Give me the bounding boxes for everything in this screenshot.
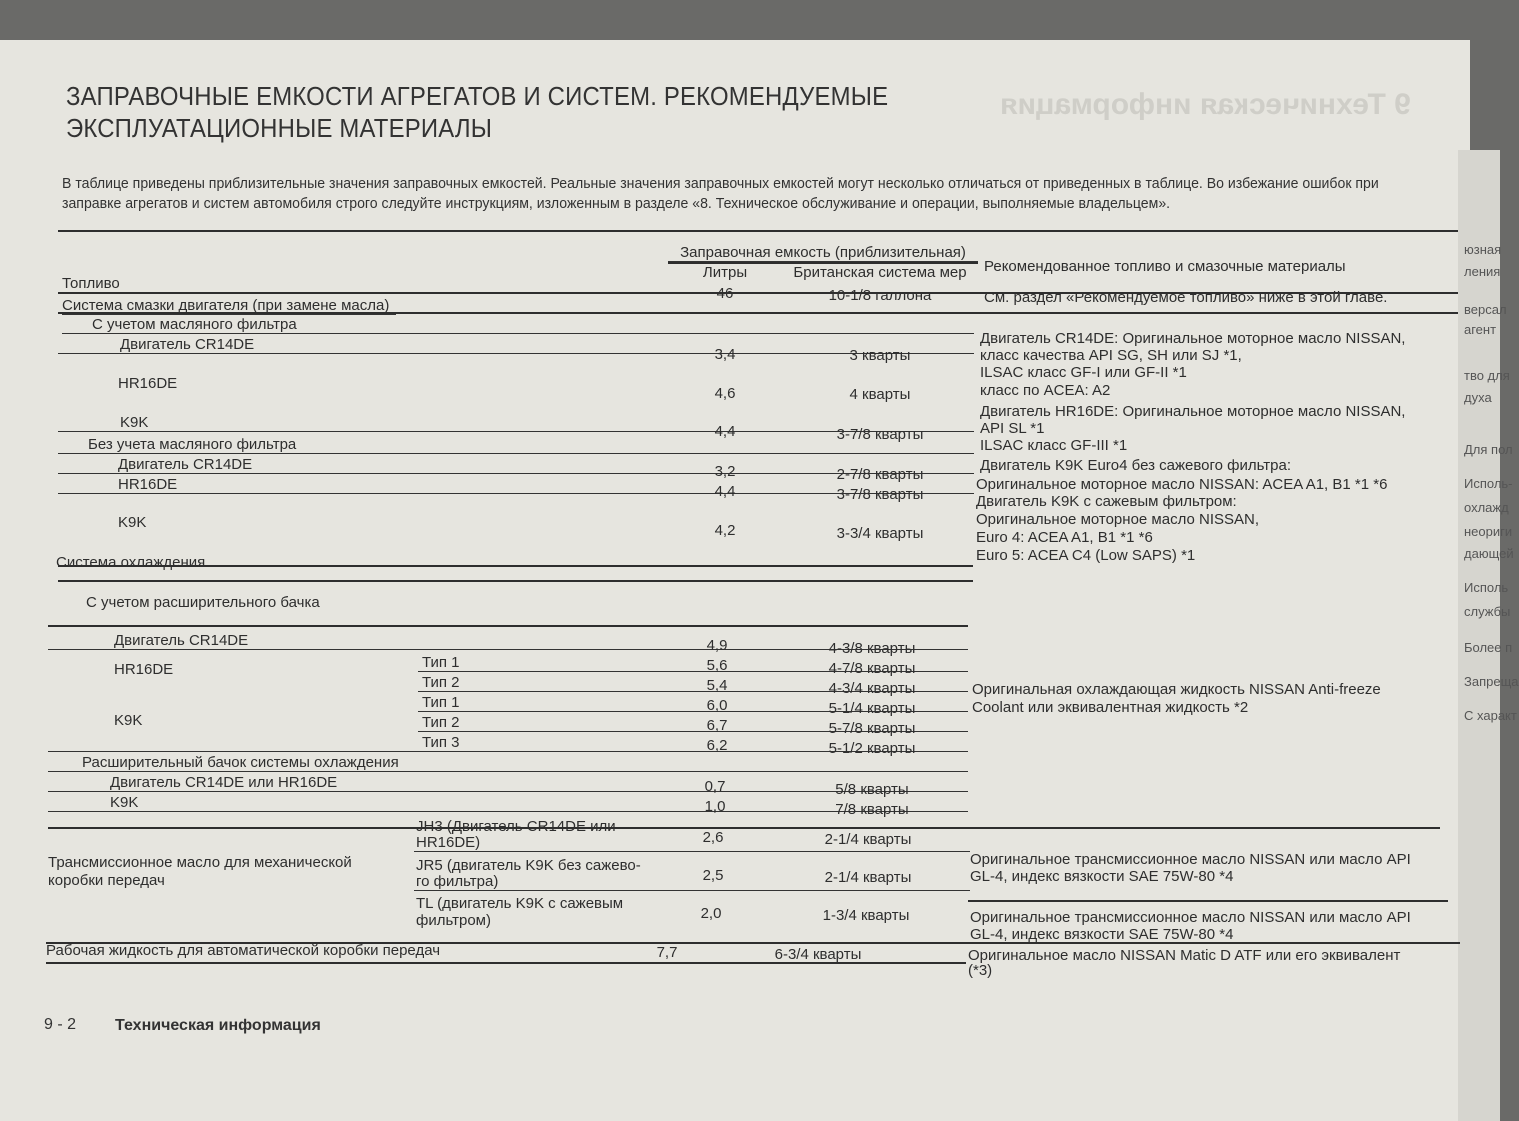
manual-gearbox-line2: фильтром) <box>416 912 491 929</box>
cooling-tank-label: Расширительный бачок системы охлаждения <box>48 754 968 772</box>
cooling-imperial: 5-7/8 кварты <box>828 720 916 737</box>
atf-rec-line1: Оригинальное масло NISSAN Matic D ATF или его эквивалент <box>968 947 1401 964</box>
oil-rec-line: класс качества API SG, SH или SJ *1, <box>980 347 1242 364</box>
oil-rec-line: класс по ACEA: A2 <box>980 382 1111 399</box>
manual-gearbox-line1: TL (двигатель K9K с сажевым <box>416 895 624 912</box>
cooling-tank-liters: 0,7 <box>704 778 726 795</box>
oil-engine-row: Двигатель CR14DE <box>58 336 974 354</box>
oil-liters: 3,2 <box>714 463 736 480</box>
manual-rec2-line1: Оригинальное трансмиссионное масло NISSAN или масло API <box>970 909 1411 926</box>
page-title-line2: ЭКСПЛУАТАЦИОННЫЕ МАТЕРИАЛЫ <box>66 113 493 143</box>
manual-liters: 2,6 <box>702 829 724 846</box>
cooling-tank-imperial: 5/8 кварты <box>835 781 909 798</box>
edge-text: версал <box>1464 302 1507 317</box>
edge-text: Исполь- <box>1464 476 1513 491</box>
cooling-type: Тип 1 <box>418 694 968 712</box>
edge-text: агент <box>1464 322 1497 337</box>
cooling-tank-engine: K9K <box>48 794 968 812</box>
manual-imperial: 1-3/4 кварты <box>822 907 910 924</box>
manual-rec-split-rule <box>968 900 1448 902</box>
edge-text: Исполь <box>1464 580 1509 595</box>
cooling-label-rule <box>58 580 973 582</box>
oil-engine-row: HR16DE <box>118 375 178 392</box>
manual-gearbox-line1: JR5 (двигатель K9K без сажево- <box>416 857 641 874</box>
cooling-rec-line2: Coolant или эквивалентная жидкость *2 <box>972 699 1249 716</box>
edge-text: службы <box>1464 604 1511 619</box>
edge-text: неориги <box>1464 524 1513 539</box>
manual-liters: 2,0 <box>700 905 722 922</box>
oil-engine-row: K9K <box>58 414 974 432</box>
cooling-imperial: 5-1/2 кварты <box>828 740 916 757</box>
manual-rec2-line2: GL-4, индекс вязкости SAE 75W-80 *4 <box>970 926 1234 943</box>
oil-rec-line: Двигатель K9K с сажевым фильтром: <box>976 493 1237 510</box>
oil-imperial: 3 кварты <box>849 347 911 364</box>
table-top-rule <box>58 230 1458 232</box>
cooling-engine-hr16: HR16DE <box>114 661 174 678</box>
edge-text: охлажд <box>1464 500 1509 515</box>
page-number: 9 - 2 <box>44 1016 77 1033</box>
cooling-sub-rule <box>48 625 968 627</box>
edge-text: Более п <box>1464 640 1513 655</box>
cooling-with-tank: С учетом расширительного бачка <box>86 594 320 611</box>
oil-engine-row: Двигатель CR14DE <box>58 456 974 474</box>
edge-text: С характ <box>1464 708 1517 723</box>
oil-rec-line: Оригинальное моторное масло NISSAN: ACEA A1, B1 *1 *6 <box>976 476 1388 493</box>
atf-label: Рабочая жидкость для автоматической коробки передач <box>46 942 441 959</box>
manual-gearbox-line2: HR16DE) <box>414 834 970 852</box>
manual-rec1-line2: GL-4, индекс вязкости SAE 75W-80 *4 <box>970 868 1234 885</box>
cooling-type: Тип 2 <box>418 674 968 692</box>
manual-label-line1: Трансмиссионное масло для механической <box>48 854 352 871</box>
oil-liters: 4,4 <box>714 483 736 500</box>
fuel-label: Топливо <box>62 275 120 292</box>
manual-imperial: 2-1/4 кварты <box>824 869 912 886</box>
cooling-liters: 5,6 <box>706 657 728 674</box>
edge-text: дающей <box>1464 546 1514 561</box>
cooling-type: Тип 3 <box>48 734 968 752</box>
cooling-liters: 4,9 <box>706 637 728 654</box>
cooling-type: Тип 2 <box>418 714 968 732</box>
cooling-rec-line1: Оригинальная охлаждающая жидкость NISSAN Anti-freeze <box>972 681 1381 698</box>
oil-liters: 4,6 <box>714 385 736 402</box>
cooling-type: Тип 1 <box>418 654 968 672</box>
header-liters: Литры <box>702 264 748 281</box>
fuel-imperial: 10-1/8 галлона <box>828 287 932 304</box>
manual-gearbox-line1: JH3 (Двигатель CR14DE или <box>416 818 616 835</box>
fuel-liters: 46 <box>716 285 734 302</box>
edge-text: духа <box>1464 390 1492 405</box>
cooling-tank-imperial: 7/8 кварты <box>835 801 909 818</box>
cooling-imperial: 4-3/4 кварты <box>828 680 916 697</box>
edge-text: Для пол <box>1464 442 1513 457</box>
oil-rec-line: Euro 5: ACEA C4 (Low SAPS) *1 <box>976 547 1196 564</box>
oil-rec-line: Оригинальное моторное масло NISSAN, <box>976 511 1260 528</box>
page-title <box>66 80 888 144</box>
oil-imperial: 3-3/4 кварты <box>836 525 924 542</box>
manual-label-line2: коробки передач <box>48 872 165 889</box>
atf-liters: 7,7 <box>656 944 678 961</box>
cooling-liters: 6,2 <box>706 737 728 754</box>
cooling-label: Система охлаждения <box>56 554 206 571</box>
oil-engine-row: HR16DE <box>58 476 974 494</box>
edge-text: Запреща <box>1464 674 1519 689</box>
page-title-line1: ЗАПРАВОЧНЫЕ ЕМКОСТИ АГРЕГАТОВ И СИСТЕМ. РЕКОМЕНДУЕМЫЕ <box>66 81 889 111</box>
edge-text: юзная <box>1464 242 1502 257</box>
next-page-edge <box>1458 150 1519 1121</box>
header-imperial: Британская система мер <box>793 264 967 281</box>
cooling-imperial: 5-1/4 кварты <box>828 700 916 717</box>
cooling-imperial: 4-7/8 кварты <box>828 660 916 677</box>
oil-rec-line: Двигатель CR14DE: Оригинальное моторное масло NISSAN, <box>980 330 1406 347</box>
cooling-liters: 6,7 <box>706 717 728 734</box>
fuel-recommended: См. раздел «Рекомендуемое топливо» ниже в этой главе. <box>984 289 1388 306</box>
cooling-liters: 6,0 <box>706 697 728 714</box>
oil-label: Система смазки двигателя (при замене масла) <box>62 297 396 315</box>
cooling-engine-k9k: K9K <box>114 712 143 729</box>
oil-imperial: 2-7/8 кварты <box>836 466 924 483</box>
oil-with-filter: С учетом масляного фильтра <box>62 316 974 334</box>
cooling-liters: 5,4 <box>706 677 728 694</box>
oil-rec-line: ILSAC класс GF-III *1 <box>980 437 1128 454</box>
oil-rec-line: Двигатель HR16DE: Оригинальное моторное масло NISSAN, <box>980 403 1406 420</box>
oil-engine-row: K9K <box>118 514 147 531</box>
oil-rec-line: ILSAC класс GF-I или GF-II *1 <box>980 364 1187 381</box>
manual-liters: 2,5 <box>702 867 724 884</box>
oil-imperial: 3-7/8 кварты <box>836 426 924 443</box>
cooling-tank-engine: Двигатель CR14DE или HR16DE <box>48 774 968 792</box>
footer-section: Техническая информация <box>115 1017 321 1034</box>
bleed-through-heading: 9 Техническая информация <box>1000 88 1411 121</box>
oil-rec-line: Euro 4: ACEA A1, B1 *1 *6 <box>976 529 1153 546</box>
cooling-engine-cr14: Двигатель CR14DE <box>48 632 968 650</box>
header-capacity: Заправочная емкость (приблизительная) <box>668 244 978 262</box>
manual-rec1-line1: Оригинальное трансмиссионное масло NISSAN или масло API <box>970 851 1411 868</box>
oil-liters: 3,4 <box>714 346 736 363</box>
edge-text: ления <box>1464 264 1501 279</box>
edge-text: тво для <box>1464 368 1510 383</box>
oil-imperial: 3-7/8 кварты <box>836 486 924 503</box>
cooling-tank-liters: 1,0 <box>704 798 726 815</box>
oil-liters: 4,4 <box>714 423 736 440</box>
oil-rec-line: API SL *1 <box>980 420 1045 437</box>
cooling-imperial: 4-3/8 кварты <box>828 640 916 657</box>
oil-liters: 4,2 <box>714 522 736 539</box>
oil-imperial: 4 кварты <box>849 386 911 403</box>
atf-rec-line2: (*3) <box>968 962 993 979</box>
atf-imperial: 6-3/4 кварты <box>774 946 862 963</box>
oil-without-filter: Без учета масляного фильтра <box>58 436 974 454</box>
manual-gearbox-line2: го фильтра) <box>414 873 970 891</box>
manual-imperial: 2-1/4 кварты <box>824 831 912 848</box>
header-recommended: Рекомендованное топливо и смазочные материалы <box>984 258 1346 275</box>
oil-rec-line: Двигатель K9K Euro4 без сажевого фильтра: <box>980 457 1291 474</box>
intro-paragraph: В таблице приведены приблизительные значения заправочных емкостей. Реальные значения заправочных емкостей могут несколько отличаться от приведенных в таблице. Во избежание ошибок при заправке агрегатов и систем автомобиля строго следуйте инструкциям, изложенным в разделе «8. Техническое обслуживание и операции, выполняемые владельцем». <box>62 175 1379 212</box>
